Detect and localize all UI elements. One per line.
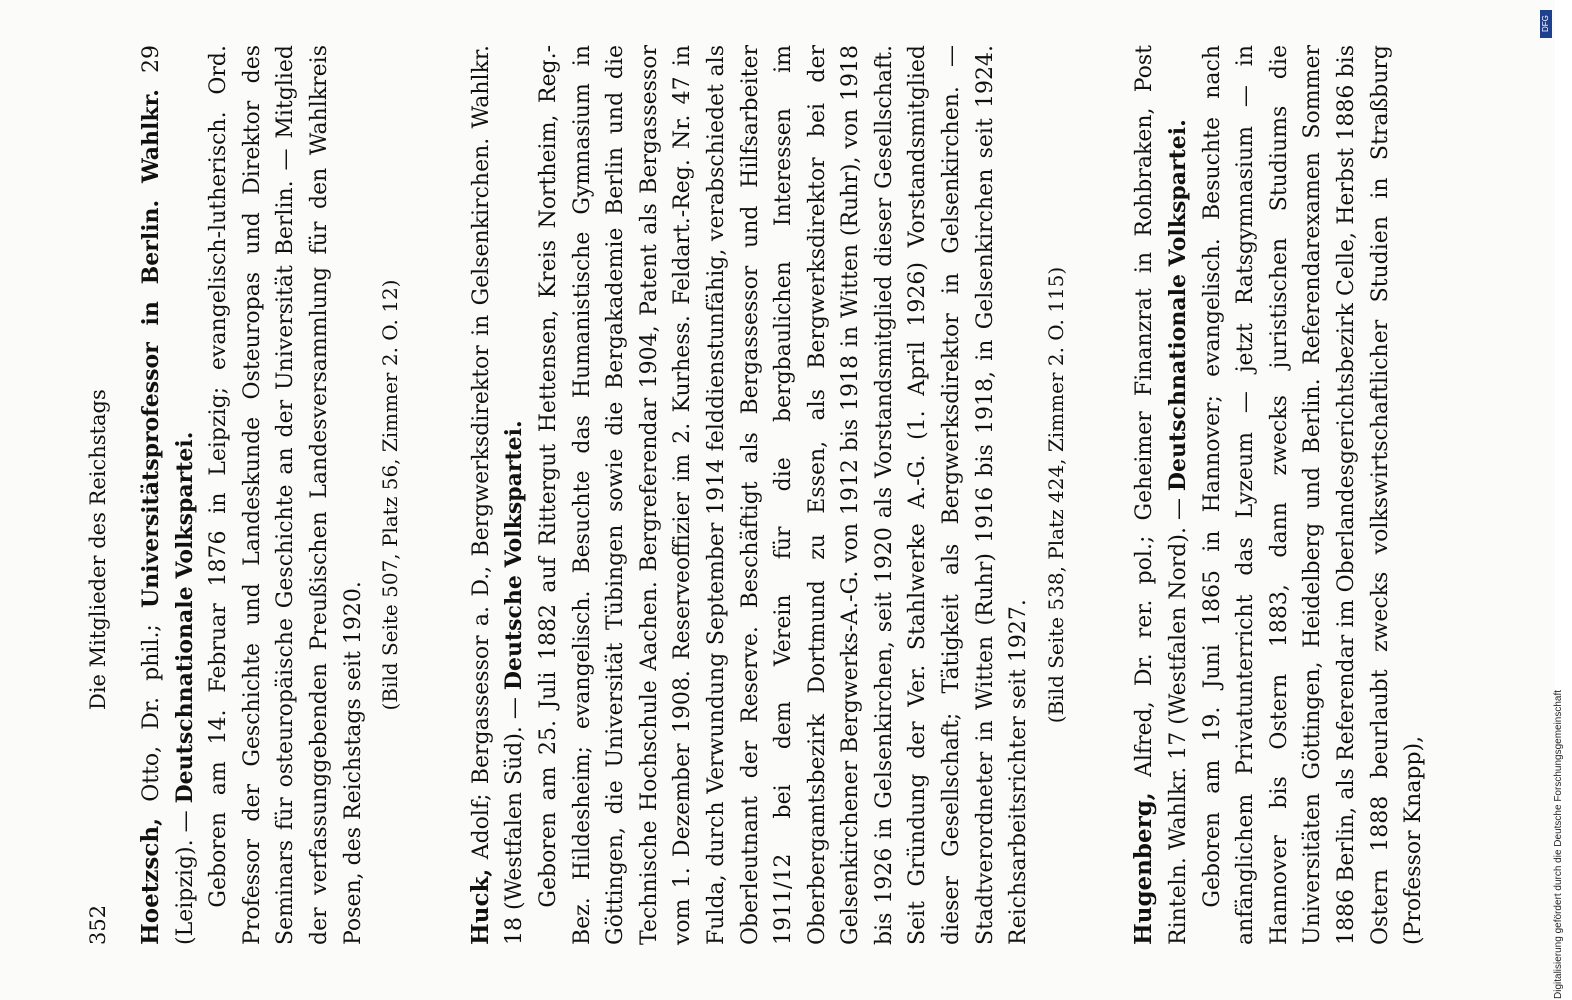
member-entry — [1127, 45, 1430, 945]
running-head: Die Mitglieder des Reichstags — [86, 389, 110, 710]
member-details: Otto, Dr. phil.; — [139, 608, 164, 818]
entry-lead — [464, 45, 532, 945]
member-party: Deutsche Volkspartei. — [501, 420, 528, 691]
member-name: Hoetzsch, — [137, 817, 164, 945]
entry-lead — [134, 45, 202, 945]
member-details: Adolf; Bergassessor a. D., Bergwerksdirektor in Gelsenkirchen. Wahlkr. 18 (Westfalen Süd). — — [468, 45, 528, 945]
member-entry — [134, 45, 408, 945]
digitization-credit: Digitalisierung gefördert durch die Deutsche Forschungsgemeinschaft — [1553, 689, 1564, 999]
dfg-logo-icon: DFG — [1540, 10, 1552, 38]
member-occupation: Universitätsprofessor in Berlin. Wahlkr. — [138, 89, 164, 609]
page-number: 352 — [86, 904, 110, 945]
member-name: Huck, — [466, 868, 494, 945]
member-details: Alfred, Dr. rer. pol.; Geheimer Finanzrat in Rohbraken, Post Rinteln. Wahlkr. 17 (Westfalen Nord). — — [1132, 45, 1192, 945]
biography-paragraph: Geboren am 25. Juli 1882 auf Rittergut Hettensen, Kreis Northeim, Reg.-Bez. Hildesheim; evangelisch. Besuchte das Humanistische Gymnasium in Göttingen, die Universität Tübingen sowie die Bergakademie Berlin und die Technische Hochschule Aachen. Bergreferendar 1904, Patent als Bergassessor vom 1. Dezember 1908. Reserveoffizier im 2. Kurhess. Feldart.-Reg. Nr. 47 in Fulda, durch Verwundung September 1914 felddienstunfähig, verabschiedet als Oberleutnant der Reserve. Beschäftigt als Bergassessor und Hilfsarbeiter 1911/12 bei dem Verein für die bergbaulichen Interessen im Oberbergamtsbezirk Dortmund zu Essen, als Bergwerksdirektor bei der Gelsenkirchener Bergwerks-A.-G. von 1912 bis 1918 in Witten (Ruhr), von 1918 bis 1926 in Gelsenkirchen, seit 1920 als Vorstandsmitglied dieser Gesellschaft. Seit Gründung der Ver. Stahlwerke A.-G. (1. April 1926) Vorstandsmitglied dieser Gesellschaft; Tätigkeit als Bergwerksdirektor in Gelsenkirchen. — Stadtverordneter in Witten (Ruhr) 1916 bis 1918, in Gelsenkirchen seit 1924. Reichsarbeitsrichter seit 1927. — [535, 45, 1032, 945]
rotated-page-content — [80, 45, 1427, 945]
portrait-reference: (Bild Seite 507, Platz 56, Zimmer 2. O. 12) — [378, 279, 403, 711]
entry-lead — [1127, 45, 1195, 945]
biography-paragraph: Geboren am 19. Juni 1865 in Hannover; evangelisch. Besuchte nach anfänglichem Privatunterricht das Lyzeum — jetzt Ratsgymnasium — in Hannover bis Ostern 1883, dann zwecks juristischen Studiums die Universitäten Göttingen, Heidelberg und Berlin. Referendarexamen Sommer 1886 Berlin, als Referendar im Oberlandesgerichtsbezirk Celle, Herbst 1886 bis Ostern 1888 beurlaubt zwecks volkswirtschaftlicher Studien in Straßburg (Professor Knapp), — [1199, 45, 1427, 945]
member-party: Deutschnationale Volkspartei. — [171, 431, 198, 804]
member-entry — [464, 45, 1074, 945]
page-header — [80, 45, 120, 945]
member-constituency: 29 (Leipzig). — — [139, 45, 198, 945]
member-party: Deutschnationale Volkspartei. — [1165, 119, 1192, 492]
portrait-reference: (Bild Seite 538, Platz 424, Zimmer 2. O. 115) — [1043, 266, 1068, 724]
biography-paragraph: Geboren am 14. Februar 1876 in Leipzig; evangelisch-lutherisch. Ord. Professor der Geschichte und Landeskunde Osteuropas und Direktor des Seminars für osteuropäische Geschichte an der Universität Berlin. — Mitglied der verfassunggebenden Preußischen Landesversammlung für den Wahlkreis Posen, des Reichstags seit 1920. — [206, 45, 366, 945]
member-name: Hugenberg, — [1130, 792, 1158, 945]
